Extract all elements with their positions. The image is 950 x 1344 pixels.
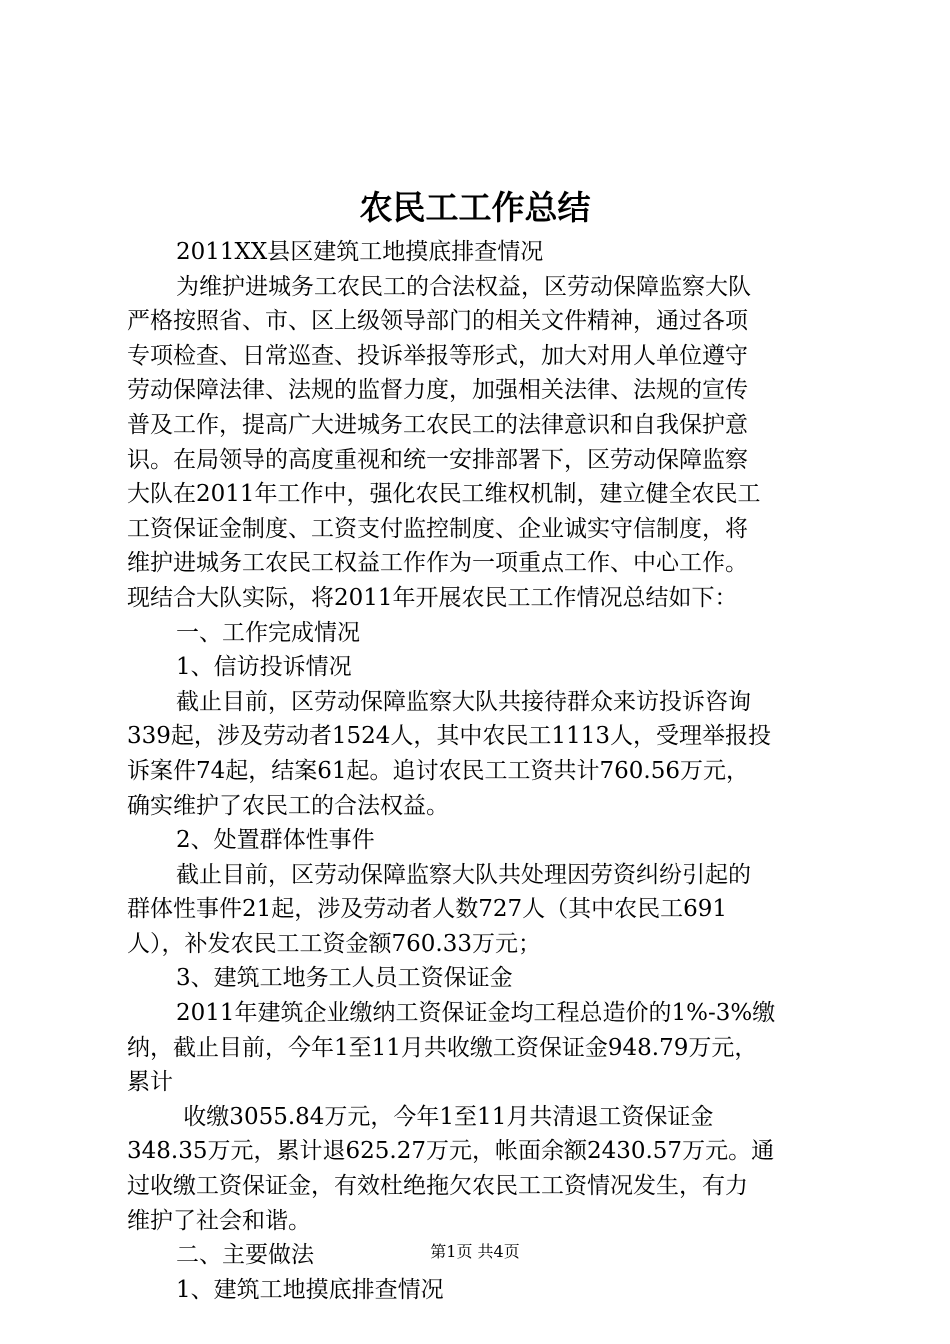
body-line: 普及工作，提高广大进城务工农民工的法律意识和自我保护意 <box>127 411 748 438</box>
section-heading: 一、工作完成情况 <box>176 619 360 646</box>
document-title: 农民工工作总结 <box>359 188 591 227</box>
body-line: 劳动保障法律、法规的监督力度，加强相关法律、法规的宣传 <box>127 377 748 404</box>
body-line: 维护了社会和谐。 <box>127 1207 311 1234</box>
body-line: 纳，截止目前，今年1至11月共收缴工资保证金948.79万元， <box>127 1034 758 1061</box>
body-line: 339起，涉及劳动者1524人，其中农民工1113人，受理举报投 <box>127 723 771 750</box>
page-footer: 第1页 共4页 <box>430 1242 520 1261</box>
body-line: 2011年建筑企业缴纳工资保证金均工程总造价的1%-3%缴 <box>176 1000 776 1027</box>
subsection-heading: 1、信访投诉情况 <box>176 654 352 681</box>
body-line: 诉案件74起，结案61起。追讨农民工工资共计760.56万元， <box>127 757 750 784</box>
body-line: 确实维护了农民工的合法权益。 <box>127 792 449 819</box>
body-line: 工资保证金制度、工资支付监控制度、企业诚实守信制度，将 <box>127 515 748 542</box>
body-line: 现结合大队实际，将2011年开展农民工工作情况总结如下： <box>127 584 738 611</box>
body-line: 严格按照省、市、区上级领导部门的相关文件精神，通过各项 <box>127 308 748 335</box>
body-line: 截止目前，区劳动保障监察大队共处理因劳资纠纷引起的 <box>176 861 751 888</box>
body-line: 累计 <box>127 1069 173 1096</box>
body-line: 348.35万元，累计退625.27万元，帐面余额2430.57万元。通 <box>127 1138 775 1165</box>
subsection-heading: 1、建筑工地摸底排查情况 <box>176 1276 444 1303</box>
body-line: 专项检查、日常巡查、投诉举报等形式，加大对用人单位遵守 <box>127 342 748 369</box>
subsection-heading: 2、处置群体性事件 <box>176 827 375 854</box>
body-line: 维护进城务工农民工权益工作作为一项重点工作、中心工作。 <box>127 550 748 577</box>
body-line: 群体性事件21起，涉及劳动者人数727人（其中农民工691 <box>127 896 728 923</box>
body-line: 截止目前，区劳动保障监察大队共接待群众来访投诉咨询 <box>176 688 751 715</box>
body-line: 收缴3055.84万元，今年1至11月共清退工资保证金 <box>176 1103 714 1130</box>
body-line: 过收缴工资保证金，有效杜绝拖欠农民工工资情况发生，有力 <box>127 1173 748 1200</box>
body-line: 识。在局领导的高度重视和统一安排部署下，区劳动保障监察 <box>127 446 748 473</box>
subsection-heading: 3、建筑工地务工人员工资保证金 <box>176 965 513 992</box>
body-line: 2011XX县区建筑工地摸底排查情况 <box>176 239 544 265</box>
body-line: 人），补发农民工工资金额760.33万元； <box>127 930 541 957</box>
document-body <box>127 235 827 1307</box>
body-line: 为维护进城务工农民工的合法权益，区劳动保障监察大队 <box>176 273 751 300</box>
section-heading: 二、主要做法 <box>176 1242 314 1269</box>
body-line: 大队在2011年工作中，强化农民工维权机制，建立健全农民工 <box>127 481 761 508</box>
